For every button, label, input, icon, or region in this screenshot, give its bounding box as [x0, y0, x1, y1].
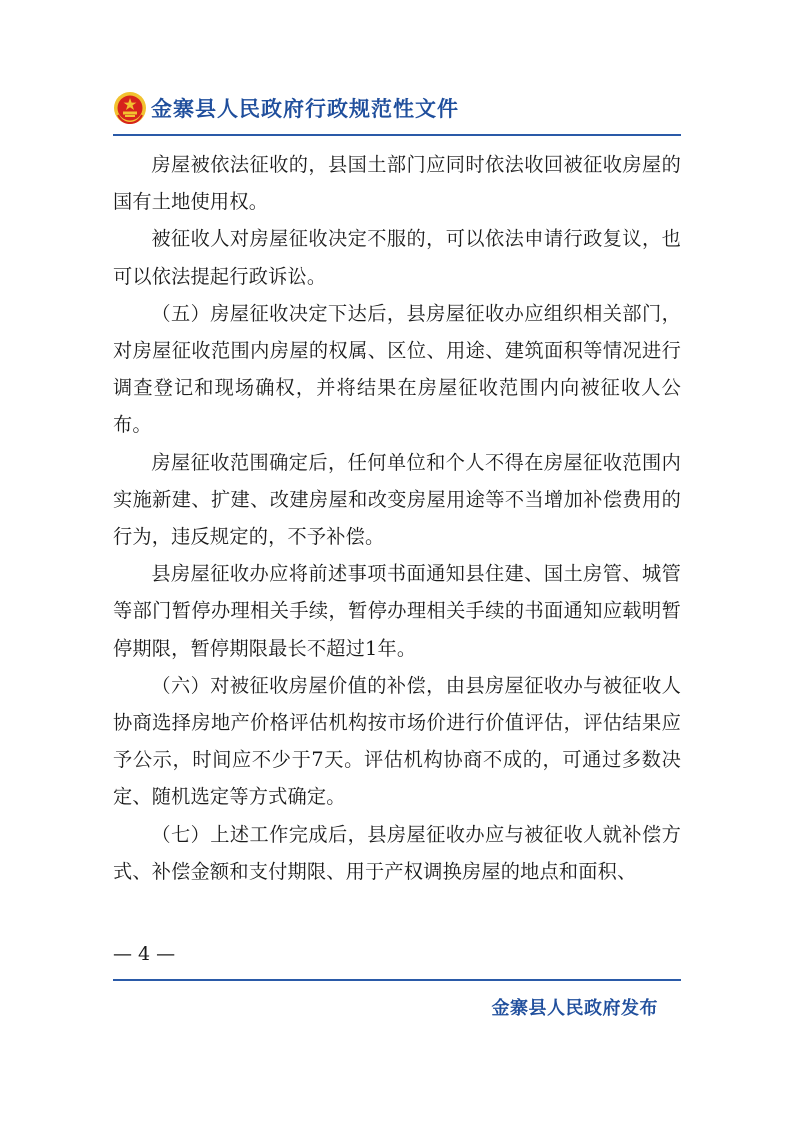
footer-publisher: 金寨县人民政府发布	[491, 998, 658, 1019]
national-emblem-icon	[113, 91, 147, 125]
paragraph: 房屋被依法征收的，县国土部门应同时依法收回被征收房屋的国有土地使用权。	[113, 153, 681, 214]
paragraph: （六）对被征收房屋价值的补偿，由县房屋征收办与被征收人协商选择房地产价格评估机构按市场价进行价值评估，评估结果应予公示，时间应不少于7天。评估机构协商不成的，可通过多数决定、随机选定等方式确定。	[113, 673, 681, 809]
header-divider	[113, 134, 681, 136]
paragraph: 被征收人对房屋征收决定不服的，可以依法申请行政复议，也可以依法提起行政诉讼。	[113, 227, 681, 288]
paragraph: 县房屋征收办应将前述事项书面通知县住建、国土房管、城管等部门暂停办理相关手续，暂停办理相关手续的书面通知应载明暂停期限，暂停期限最长不超过1年。	[113, 562, 681, 660]
document-body	[113, 146, 681, 890]
paragraph: （五）房屋征收决定下达后，县房屋征收办应组织相关部门，对房屋征收范围内房屋的权属、区位、用途、建筑面积等情况进行调查登记和现场确权，并将结果在房屋征收范围内向被征收人公布。	[113, 301, 681, 437]
document-header	[113, 86, 459, 130]
page-number: — 4 —	[113, 943, 176, 965]
header-title: 金寨县人民政府行政规范性文件	[151, 97, 459, 121]
paragraph: 房屋征收范围确定后，任何单位和个人不得在房屋征收范围内实施新建、扩建、改建房屋和改变房屋用途等不当增加补偿费用的行为，违反规定的，不予补偿。	[113, 450, 681, 549]
paragraph: （七）上述工作完成后，县房屋征收办应与被征收人就补偿方式、补偿金额和支付期限、用于产权调换房屋的地点和面积、	[113, 822, 681, 883]
footer-divider	[113, 979, 681, 981]
